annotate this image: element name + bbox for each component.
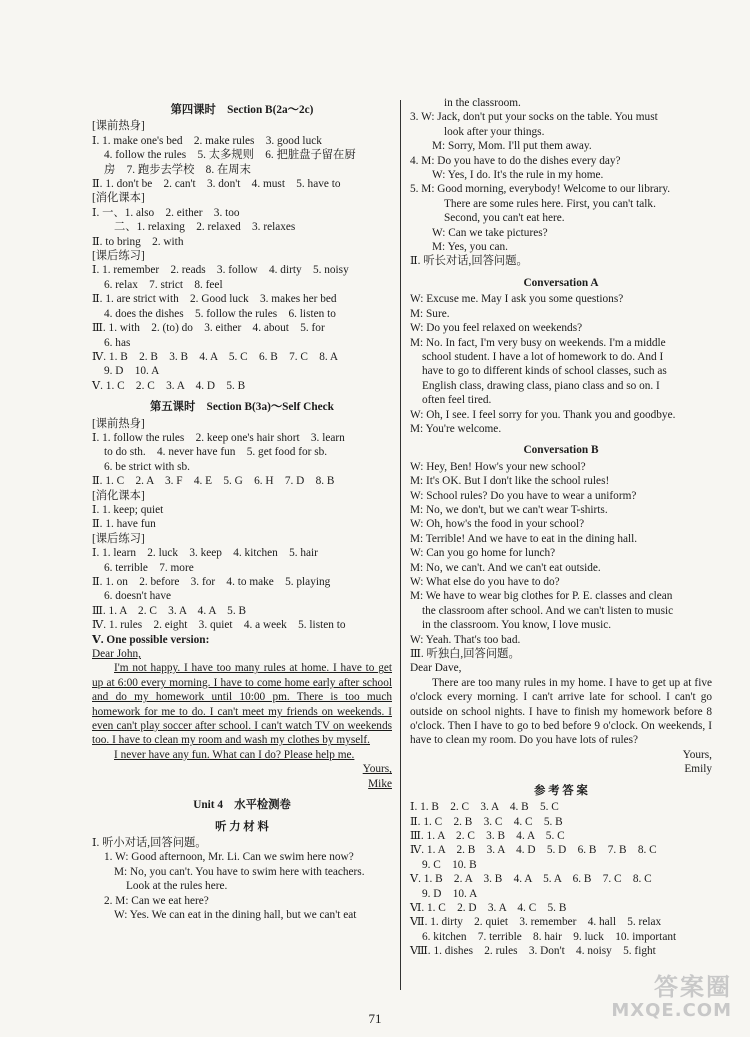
text-line: have to go to different kinds of school classes, such as [422,365,667,378]
text-line: 房 7. 跑步去学校 8. 在周末 [104,163,251,176]
text-line: 二、1. relaxing 2. relaxed 3. relaxes [114,221,296,234]
section-heading: Conversation B [523,444,599,457]
text-line: 6. terrible 7. more [104,561,194,574]
text-line: Ⅰ. 1. remember 2. reads 3. follow 4. dirty 5. noisy [92,264,349,277]
text-line: W: Excuse me. May I ask you some questions? [410,293,624,306]
text-line: Ⅴ. 1. B 2. A 3. B 4. A 5. A 6. B 7. C 8. C [410,873,652,886]
text-line: Ⅱ. 听长对话,回答问题。 [410,255,528,268]
text-line: W: What else do you have to do? [410,576,560,588]
text-line: 6. doesn't have [104,590,171,603]
text-line: 4. follow the rules 5. 太多规则 6. 把脏盘子留在厨 [104,149,356,162]
section-heading: Conversation A [523,276,599,289]
text-line: Emily [684,763,712,776]
text-line: M: It's OK. But I don't like the school rules! [410,475,610,488]
left-column [92,96,392,922]
section-heading: 听 力 材 料 [215,820,269,833]
right-column [410,96,712,959]
text-line: Ⅷ. 1. dishes 2. rules 3. Don't 4. noisy 5. fight [410,945,656,958]
text-line: M: Terrible! And we have to eat in the dining hall. [410,532,638,545]
text-line: M: No, we can't. And we can't eat outside. [410,561,601,574]
paragraph: I'm not happy. I have too many rules at home. I have to get up at 6:00 every morning. I have to come home early after school and do my homework until 10:00 pm. There is too much homework for me to do. I can't meet my friends on weekends. I even can't play soccer after school. I can't watch TV on weekends too. I have to clean my room and wash my clothes by myself. [92,662,392,747]
text-line: often feel tired. [422,394,492,407]
paragraph: I never have any fun. What can I do? Please help me. [114,748,355,761]
text-line: 6. has [104,336,131,349]
text-line: W: Can you go home for lunch? [410,547,556,560]
text-line: W: Do you feel relaxed on weekends? [410,322,583,335]
text-line: Ⅱ. 1. don't be 2. can't 3. don't 4. must 5. have to [92,178,341,191]
text-line: 4. does the dishes 5. follow the rules 6. listen to [104,307,336,320]
text-line: Second, you can't eat here. [444,212,565,225]
text-line: Ⅱ. 1. on 2. before 3. for 4. to make 5. playing [92,576,331,588]
text-line: W: Yes. We can eat in the dining hall, but we can't eat [114,908,357,921]
text-line: Ⅱ. 1. C 2. B 3. C 4. C 5. B [410,815,563,828]
text-line: Ⅰ. 1. make one's bed 2. make rules 3. good luck [92,134,322,147]
text-line: 2. M: Can we eat here? [104,894,209,907]
text-line: Ⅰ. 1. follow the rules 2. keep one's hair short 3. learn [92,431,345,444]
text-line: W: Oh, I see. I feel sorry for you. Thank you and goodbye. [410,408,676,421]
text-line: W: Oh, how's the food in your school? [410,518,585,531]
text-line: Ⅰ. 1. keep; quiet [92,503,164,516]
text-line: W: Yeah. That's too bad. [410,633,521,646]
text-line: Ⅵ. 1. C 2. D 3. A 4. C 5. B [410,901,567,914]
text-line: M: Yes, you can. [432,241,508,254]
text-line: 6. kitchen 7. terrible 8. hair 9. luck 10. important [422,930,677,943]
text-line: Ⅴ. One possible version: [92,633,210,646]
text-line: Ⅰ. 1. learn 2. luck 3. keep 4. kitchen 5. hair [92,547,318,560]
text-line: W: Can we take pictures? [432,226,548,239]
column-divider [400,100,401,990]
text-line: [课后练习] [92,250,145,263]
section-heading: 参 考 答 案 [534,784,588,797]
text-line: Ⅱ. to bring 2. with [92,235,184,248]
text-line: There are some rules here. First, you can't talk. [444,197,656,210]
text-line: to do sth. 4. never have fun 5. get food for sb. [104,446,328,459]
text-line: 5. M: Good morning, everybody! Welcome to our library. [410,183,671,196]
text-line: in the classroom. You know, I love music. [422,619,612,632]
text-line: M: No, you can't. You have to swim here with teachers. [114,865,365,878]
text-line: Ⅲ. 1. A 2. C 3. B 4. A 5. C [410,829,565,842]
text-line: M: No, we don't, but we can't wear T-shirts. [410,503,608,516]
text-line: Ⅳ. 1. A 2. B 3. A 4. D 5. D 6. B 7. B 8. C [410,844,657,857]
text-line: in the classroom. [444,97,521,109]
text-line: Ⅳ. 1. B 2. B 3. B 4. A 5. C 6. B 7. C 8. A [92,350,339,363]
text-line: M: We have to wear big clothes for P. E. classes and clean [410,590,673,603]
text-line: Ⅱ. 1. C 2. A 3. F 4. E 5. G 6. H 7. D 8. B [92,475,335,488]
text-line: Ⅴ. 1. C 2. C 3. A 4. D 5. B [92,379,246,392]
watermark-text: 答案圈 [654,973,732,1001]
text-line: school student. I have a lot of homework to do. And I [422,350,664,363]
text-line: Dear Dave, [410,662,462,675]
watermark-url: MXQE.COM [611,1000,732,1021]
text-line: Ⅲ. 听独白,回答问题。 [410,648,520,661]
text-line: [消化课本] [92,489,145,502]
text-line: M: Sure. [410,307,450,320]
text-line: 6. relax 7. strict 8. feel [104,278,223,291]
text-line: Yours, [682,748,712,761]
text-line: 9. D 10. A [104,365,160,378]
text-line: [课前热身] [92,417,145,430]
text-line: Ⅰ. 听小对话,回答问题。 [92,836,207,849]
section-heading: 第五课时 Section B(3a)～Self Check [150,401,334,414]
text-line: [消化课本] [92,192,145,205]
text-line: Ⅰ. 1. B 2. C 3. A 4. B 5. C [410,801,559,814]
text-line: Ⅰ. 一、1. also 2. either 3. too [92,206,240,219]
text-line: Dear John, [92,648,141,661]
paragraph: There are too many rules in my home. I have to get up at five o'clock every morning. I can't arrive late for school. I can't go outside on school nights. I have to finish my homework before 8 o'clock. Then I have to go to bed before 9 o'clock. On weekends, I have to clean my room. Do you have lots of rules? [410,676,712,747]
text-line: Mike [368,777,392,790]
text-line: 1. W: Good afternoon, Mr. Li. Can we swim here now? [104,851,354,864]
text-line: [课后练习] [92,532,145,545]
text-line: the classroom after school. And we can't listen to music [422,604,674,617]
text-line: look after your things. [444,125,545,138]
text-line: Ⅳ. 1. rules 2. eight 3. quiet 4. a week 5. listen to [92,619,346,632]
text-line: Yours, [362,763,392,776]
text-line: M: Sorry, Mom. I'll put them away. [432,140,592,153]
section-heading: 第四课时 Section B(2a～2c) [170,104,314,116]
text-line: W: School rules? Do you have to wear a uniform? [410,489,637,502]
text-line: 4. M: Do you have to do the dishes every day? [410,154,621,167]
text-line: English class, drawing class, piano class and so on. I [422,379,660,392]
page-number: 71 [368,1011,382,1026]
text-line: W: Hey, Ben! How's your new school? [410,460,586,473]
text-line: 9. D 10. A [422,887,478,900]
text-line: M: No. In fact, I'm very busy on weekends. I'm a middle [410,336,666,349]
text-line: 3. W: Jack, don't put your socks on the table. You must [410,111,658,124]
text-line: 6. be strict with sb. [104,460,190,473]
text-line: [课前热身] [92,120,145,133]
text-line: W: Yes, I do. It's the rule in my home. [432,169,604,182]
watermark-logo [611,975,732,1023]
text-line: Ⅱ. 1. have fun [92,518,156,531]
text-line: Look at the rules here. [126,880,228,893]
text-line: Ⅲ. 1. A 2. C 3. A 4. A 5. B [92,604,247,617]
text-line: Ⅱ. 1. are strict with 2. Good luck 3. makes her bed [92,293,337,306]
text-line: Ⅶ. 1. dirty 2. quiet 3. remember 4. hall 5. relax [410,916,662,929]
text-line: Ⅲ. 1. with 2. (to) do 3. either 4. about 5. for [92,322,325,335]
text-line: 9. C 10. B [422,858,477,871]
text-line: M: You're welcome. [410,422,502,435]
section-heading: Unit 4 水平检测卷 [193,799,291,812]
